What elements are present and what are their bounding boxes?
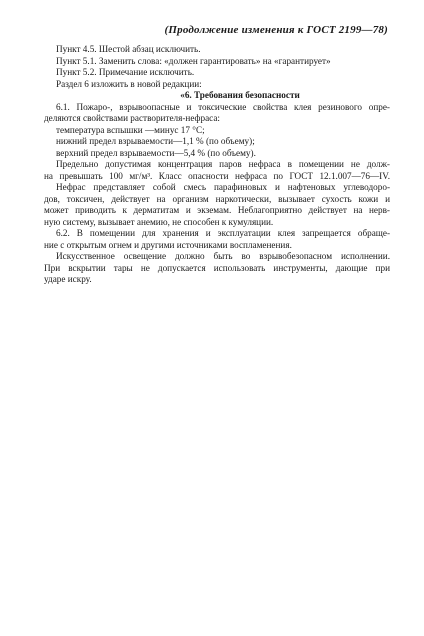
text-line: на превышать 100 мг/м³. Класс опасности нефраса по ГОСТ 12.1.007—76—IV.: [44, 170, 390, 181]
section-title: «6. Требования безопасности: [180, 90, 300, 100]
text-line: ную систему, вызывает анемию, не способен к кумуляции.: [44, 216, 274, 227]
text-line: ние с открытым огнем и другими источниками воспламенения.: [44, 239, 292, 250]
text-line: 6.1. Пожаро-, взрывоопасные и токсические свойства клея резинового опре-: [56, 101, 390, 112]
text-line: ударе искру.: [44, 274, 92, 284]
text-line: Пункт 5.1. Заменить слова: «должен гарантировать» на «гарантирует»: [56, 55, 331, 66]
text-line: При вскрытии тары не допускается использовать инструменты, дающие при: [44, 262, 390, 273]
text-line: Раздел 6 изложить в новой редакции:: [56, 78, 202, 89]
text-line: дов, токсичен, действует на организм наркотически, вызывает сухость кожи и: [44, 193, 390, 204]
document-body: [44, 44, 390, 286]
text-line: Пункт 5.2. Примечание исключить.: [56, 67, 195, 77]
text-line: может приводить к дерматитам и экземам. Неблагоприятно действует на нерв-: [44, 205, 390, 215]
text-line: Пункт 4.5. Шестой абзац исключить.: [56, 44, 201, 54]
text-line: [44, 125, 390, 137]
text-line: Искусственное освещение должно быть во взрывобезопасном исполнении.: [56, 251, 390, 261]
text-line: деляются свойствами растворителя-нефраса:: [44, 113, 220, 123]
text-line: 6.2. В помещении для хранения и эксплуатации клея запрещается обраще-: [56, 228, 390, 238]
flash-point-line: температура вспышки —минус 17 °С;: [56, 124, 205, 135]
text-line: Нефрас представляет собой смесь парафиновых и нафтеновых углеводоро-: [56, 182, 390, 192]
text-line: нижний предел взрываемости—1,1 % (по объему);: [56, 136, 255, 146]
text-line: верхний предел взрываемости—5,4 % (по объему).: [56, 147, 256, 158]
continuation-header: (Продолжение изменения к ГОСТ 2199—78): [164, 24, 388, 36]
text-line: Предельно допустимая концентрация паров нефраса в помещении не долж-: [56, 159, 390, 169]
